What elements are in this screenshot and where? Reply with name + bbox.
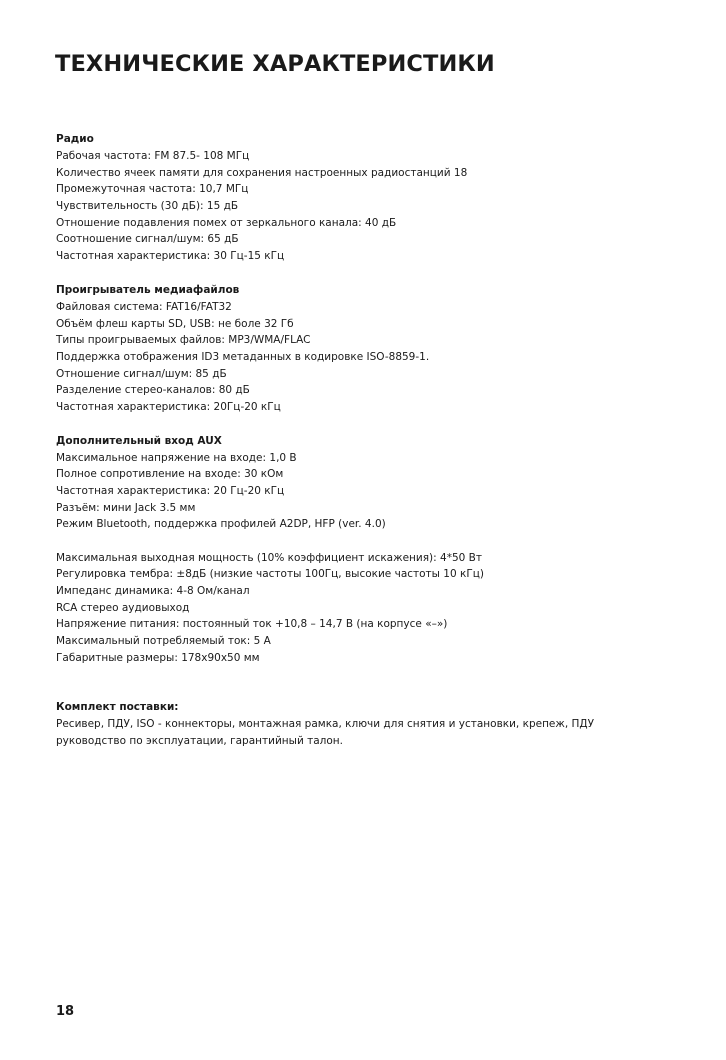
spec-line: Рабочая частота: FM 87.5- 108 МГц bbox=[56, 150, 250, 162]
aux-input-section bbox=[56, 433, 696, 533]
spec-line: Габаритные размеры: 178x90x50 мм bbox=[56, 651, 260, 664]
radio-section bbox=[56, 131, 696, 265]
spec-line: Поддержка отображения ID3 метаданных в кодировке ISO-8859-1. bbox=[56, 350, 430, 363]
spec-line: Отношение сигнал/шум: 85 дБ bbox=[56, 367, 227, 380]
spec-line: руководство по эксплуатации, гарантийный талон. bbox=[56, 735, 343, 748]
package-section bbox=[56, 699, 696, 749]
spec-line: Файловая система: FAT16/FAT32 bbox=[56, 300, 232, 313]
spec-line: Промежуточная частота: 10,7 МГц bbox=[56, 183, 249, 196]
spec-line: Отношение подавления помех от зеркального канала: 40 дБ bbox=[56, 216, 397, 229]
spec-line: Объём флеш карты SD, USB: не боле 32 Гб bbox=[56, 317, 294, 330]
spec-line: Разделение стерео-каналов: 80 дБ bbox=[56, 384, 250, 397]
package-heading: Комплект поставки: bbox=[56, 701, 179, 714]
spec-content bbox=[56, 131, 696, 750]
spec-line: Соотношение сигнал/шум: 65 дБ bbox=[56, 233, 239, 246]
spacer bbox=[56, 533, 696, 550]
page-title: ТЕХНИЧЕСКИЕ ХАРАКТЕРИСТИКИ bbox=[55, 51, 495, 77]
spec-line: Регулировка тембра: ±8дБ (низкие частоты 100Гц, высокие частоты 10 кГц) bbox=[56, 568, 484, 581]
spec-line: Напряжение питания: постоянный ток +10,8 – 14,7 В (на корпусе «–») bbox=[56, 618, 448, 631]
media-player-heading: Проигрыватель медиафайлов bbox=[56, 283, 240, 296]
spacer bbox=[56, 265, 696, 282]
spec-line: Частотная характеристика: 20 Гц-20 кГц bbox=[56, 485, 285, 497]
spec-line: Максимальный потребляемый ток: 5 А bbox=[56, 635, 271, 647]
aux-input-heading: Дополнительный вход AUX bbox=[56, 434, 222, 447]
spacer bbox=[56, 666, 696, 699]
spec-line: Количество ячеек памяти для сохранения настроенных радиостанций 18 bbox=[56, 166, 468, 179]
spec-line: Максимальная выходная мощность (10% коэффициент искажения): 4*50 Вт bbox=[56, 551, 482, 564]
spec-line: Разъём: мини Jack 3.5 мм bbox=[56, 501, 196, 514]
radio-heading: Радио bbox=[56, 133, 94, 145]
spec-line: Частотная характеристика: 30 Гц-15 кГц bbox=[56, 250, 285, 263]
spec-line: Частотная характеристика: 20Гц-20 кГц bbox=[56, 400, 281, 413]
spec-line: Максимальное напряжение на входе: 1,0 В bbox=[56, 451, 297, 464]
spec-line: Полное сопротивление на входе: 30 кОм bbox=[56, 468, 284, 481]
spec-line: Типы проигрываемых файлов: MP3/WMA/FLAC bbox=[56, 334, 311, 347]
spec-line: Импеданс динамика: 4-8 Ом/канал bbox=[56, 584, 250, 597]
spec-line: Ресивер, ПДУ, ISO - коннекторы, монтажная рамка, ключи для снятия и установки, крепеж, ПДУ bbox=[56, 718, 595, 731]
spacer bbox=[56, 416, 696, 433]
spec-line: Чувствительность (30 дБ): 15 дБ bbox=[56, 200, 239, 213]
spec-line: Режим Bluetooth, поддержка профилей A2DP, HFP (ver. 4.0) bbox=[56, 518, 386, 531]
general-section bbox=[56, 550, 696, 667]
spec-line: RCA стерео аудиовыход bbox=[56, 601, 190, 614]
page-number: 18 bbox=[56, 1004, 75, 1019]
media-player-section bbox=[56, 282, 696, 416]
